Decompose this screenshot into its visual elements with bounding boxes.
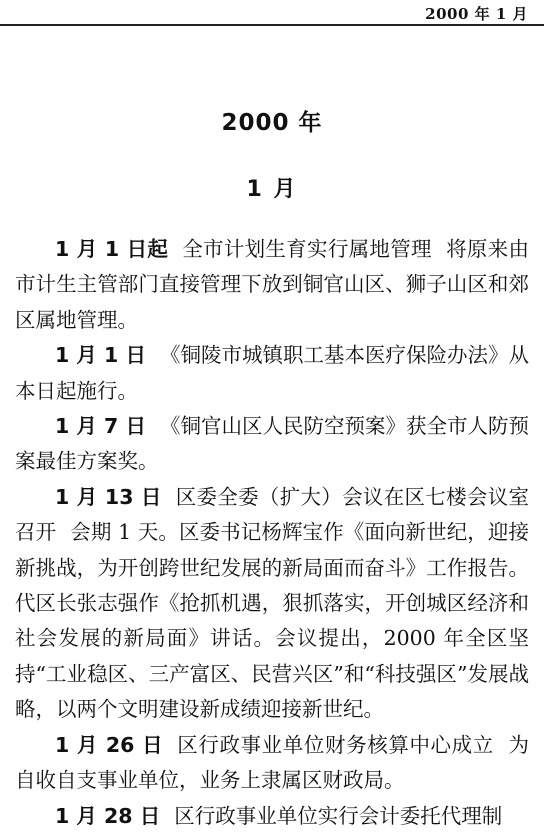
entry-text: 区行政事业单位实行会计委托代理制 xyxy=(174,803,503,828)
running-header-title: 2000 年 1 月 xyxy=(425,5,528,23)
entry-date: 1 月 26 日 xyxy=(55,732,164,757)
entry-text: 《铜官山区人民防空预案》获全市人防预案最佳方案奖。 xyxy=(15,414,529,474)
entry-text: 为自收自支事业单位，业务上隶属区财政局。 xyxy=(15,732,529,793)
running-header xyxy=(0,0,544,26)
entry-date: 1 月 1 日 xyxy=(55,343,146,368)
entry-text: 《铜陵市城镇职工基本医疗保险办法》从本日起施行。 xyxy=(15,343,529,403)
entry-date: 1 月 1 日起 xyxy=(55,237,169,261)
entry-date: 1 月 7 日 xyxy=(55,414,146,439)
entry-text: 会期 1 天。区委书记杨辉宝作《面向新世纪，迎接新挑战，为开创跨世纪发展的新局面而奋斗》工作报告。代区长张志强作《抢抓机遇，狠抓落实，开创城区经济和社会发展的新局面》讲话。会议提出，2000 年全区坚持“工业稳区、三产富区、民营兴区”和“科技强区”发展战略，以两个文明建设新成绩迎接新世纪。 xyxy=(15,520,530,722)
entry-date: 1 月 13 日 xyxy=(55,484,162,509)
chronicle-entries xyxy=(15,232,529,834)
entry-date: 1 月 28 日 xyxy=(55,803,161,828)
entry-text: 全市计划生育实行属地管理 xyxy=(182,237,432,261)
entry-text: 区行政事业单位财务核算中心成立 xyxy=(177,732,494,757)
entry-text: 区委全委（扩大）会议在区七楼会议室召开 xyxy=(15,484,529,545)
month-heading: 1 月 xyxy=(246,177,298,202)
chronicle-entry xyxy=(15,232,529,338)
chronicle-entry xyxy=(15,409,529,480)
chronicle-entry xyxy=(15,338,529,409)
chronicle-entry xyxy=(15,728,529,799)
entry-text: 将原来由市计生主管部门直接管理下放到铜官山区、狮子山区和郊区属地管理。 xyxy=(15,237,530,332)
year-heading: 2000 年 xyxy=(221,110,323,136)
chronicle-entry xyxy=(15,480,529,728)
chronicle-entry xyxy=(15,799,529,834)
